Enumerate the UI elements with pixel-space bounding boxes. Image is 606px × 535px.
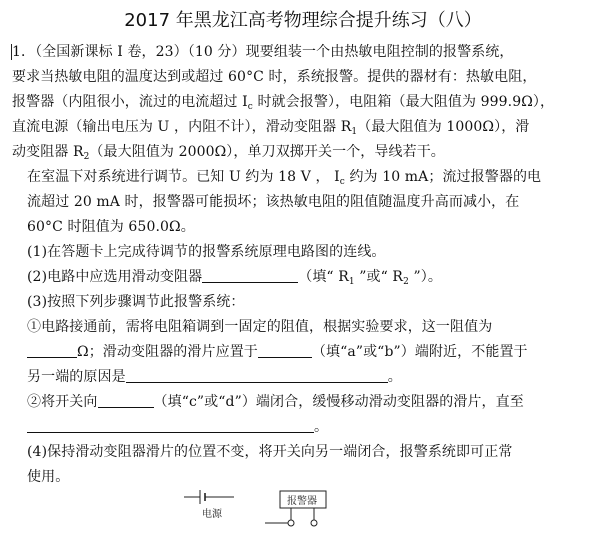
question-2-subscript-1: 1 — [348, 277, 355, 287]
line-6-subscript: c — [339, 177, 345, 187]
step-2-end: 。 — [314, 419, 329, 435]
question-1: (1)在答题卡上完成待调节的报警系统原理电路图的连线。 — [27, 244, 386, 260]
answer-blank-slider-end[interactable] — [258, 343, 312, 358]
question-3-step-1: ①电路接通前，需将电阻箱调到一固定的阻值，根据实验要求，这一阻值为 — [27, 319, 493, 335]
answer-blank-resistance[interactable] — [27, 343, 77, 358]
line-5-text-b: （最大阻值为 2000Ω），单刀双掷开关一个，导线若干。 — [89, 144, 445, 160]
step-1-reason-end: 。 — [387, 369, 402, 385]
question-3: (3)按照下列步骤调节此报警系统： — [27, 294, 245, 310]
step-2-text-b: （填“c”或“d”）端闭合，缓慢移动滑动变阻器的滑片，直至 — [153, 394, 524, 410]
step-2-text-a: ②将开关向 — [27, 394, 98, 410]
answer-blank-reason[interactable] — [126, 368, 388, 383]
circuit-diagram — [170, 486, 350, 535]
answer-blank-condition[interactable] — [27, 418, 314, 433]
question-2-text-a: (2)电路中应选用滑动变阻器 — [27, 269, 203, 285]
paragraph-line-5 — [12, 142, 445, 167]
question-2-subscript-2: 2 — [403, 277, 409, 287]
paragraph-line-7: 流超过 20 mA 时，报警器可能损坏；该热敏电阻的阻值随温度升高而减小，在 — [27, 194, 520, 210]
answer-blank-2[interactable] — [202, 268, 298, 283]
line-4-text-a: 直流电源（输出电压为 U ，内阻不计），滑动变阻器 R — [12, 119, 352, 135]
alarm-terminal-right — [311, 520, 317, 526]
paragraph-line-4 — [12, 117, 529, 142]
line-4-subscript: 1 — [351, 127, 358, 137]
question-2-text-b: （填“ R — [298, 269, 349, 285]
step-1-text-b: （填“a”或“b”）端附近，不能置于 — [311, 344, 528, 360]
line-5-text-a: 动变阻器 R — [12, 144, 84, 160]
paragraph-line-8: 60°C 时阻值为 650.0Ω。 — [27, 219, 195, 235]
line-3-text-a: 报警器（内阻很小，流过的电流超过 I — [12, 94, 248, 110]
line-3-text-b: 时就会报警），电阻箱（最大阻值为 999.9Ω）， — [252, 94, 555, 110]
question-3-step-2 — [27, 392, 524, 412]
question-2-text-d: ”）。 — [408, 269, 442, 285]
page-title: 2017 年黑龙江高考物理综合提升练习（八） — [124, 10, 482, 31]
paragraph-line-3 — [12, 92, 554, 117]
line-6-text-a: 在室温下对系统进行调节。已知 U 约为 18 V ， I — [27, 169, 340, 185]
question-3-step-1-cont — [27, 342, 528, 362]
line-6-text-b: 约为 10 mA；流过报警器的电 — [344, 169, 542, 185]
question-4: (4)保持滑动变阻器滑片的位置不变，将开关向另一端闭合，报警系统即可正常 — [27, 444, 513, 460]
line-3-subscript: c — [247, 102, 253, 112]
answer-blank-switch[interactable] — [98, 393, 154, 408]
paragraph-line-2: 要求当热敏电阻的温度达到或超过 60°C 时，系统报警。提供的器材有：热敏电阻， — [12, 69, 537, 85]
question-2 — [27, 267, 442, 292]
question-3-step-1-reason — [27, 367, 402, 387]
alarm-terminal-left — [288, 520, 294, 526]
line-4-text-b: （最大阻值为 1000Ω），滑 — [357, 119, 530, 135]
question-4-cont: 使用。 — [27, 469, 70, 485]
step-1-reason-text: 另一端的原因是 — [27, 369, 126, 385]
power-label: 电源 — [202, 509, 222, 520]
question-2-text-c: ”或“ R — [354, 269, 404, 285]
step-1-text-a: Ω；滑动变阻器的滑片应置于 — [77, 344, 258, 360]
paragraph-line-6 — [27, 167, 541, 192]
paragraph-line-1: 1．（全国新课标 I 卷，23）（10 分）现要组装一个由热敏电阻控制的报警系统， — [12, 44, 514, 60]
alarm-label: 报警器 — [287, 496, 317, 507]
line-5-subscript: 2 — [83, 152, 90, 162]
question-3-step-2-cont — [27, 417, 328, 437]
